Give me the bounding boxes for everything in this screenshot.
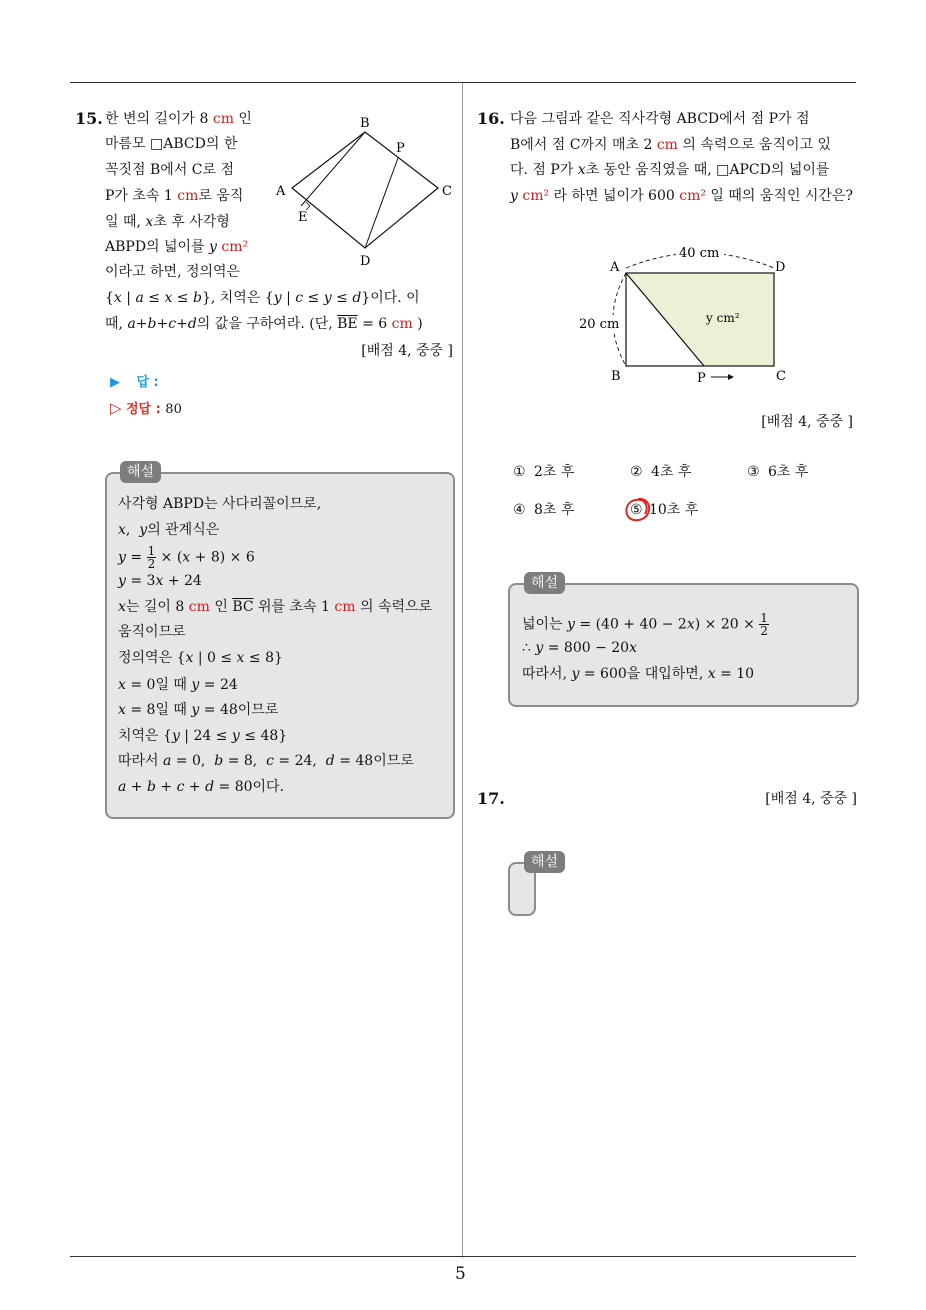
label-B: B	[360, 116, 370, 131]
q15-line-3: 꼭짓점 B에서 C로 점	[105, 162, 235, 178]
segment-BE	[301, 132, 365, 206]
q15-sol-9: x = 8일 때 y = 48이므로	[118, 702, 279, 718]
q15-sol-8: x = 0일 때 y = 24	[118, 677, 238, 693]
answer-row	[110, 371, 159, 390]
label-D: D	[775, 260, 786, 275]
shaded-APCD	[626, 273, 774, 366]
q16-line-3: 다. 점 P가 x초 동안 움직였을 때, □APCD의 넓이를	[510, 162, 830, 178]
q16-score: [배점 4, 중중 ]	[761, 414, 853, 430]
q17-number: 17.	[477, 789, 505, 808]
choice-1-text: 2초 후	[534, 464, 575, 480]
q16-number: 16.	[477, 109, 505, 128]
page-number: 5	[455, 1264, 466, 1284]
top-rule	[70, 82, 856, 83]
choice-4-text: 8초 후	[534, 502, 575, 518]
choice-5-text: 10초 후	[649, 502, 699, 518]
q15-line-8: {x | a ≤ x ≤ b}, 치역은 {y | c ≤ y ≤ d}이다. 이	[105, 290, 420, 306]
choice-4-mark: ④	[513, 502, 526, 518]
label-20cm: 20 cm	[579, 317, 620, 332]
correct-label: 정답 :	[126, 402, 161, 417]
q15-sol-10: 치역은 {y | 24 ≤ y ≤ 48}	[118, 728, 288, 744]
label-40cm: 40 cm	[679, 246, 720, 261]
q16-sol-3: 따라서, y = 600을 대입하면, x = 10	[522, 666, 755, 682]
correct-value: 80	[165, 402, 182, 417]
rhombus-outline	[292, 132, 438, 248]
choice-2-text: 4초 후	[651, 464, 692, 480]
q15-sol-5: x는 길이 8 cm 인 $\overline{BC}$ 위를 초속 1 cm 의 속력으로	[118, 599, 433, 615]
triangle-icon: ▶	[110, 375, 120, 390]
q15-line-5: 일 때, x초 후 사각형	[105, 214, 230, 230]
q15-solution-tag: 해설	[120, 461, 161, 483]
q15-sol-4: y = 3x + 24	[118, 573, 202, 589]
q15-line-4: P가 초속 1 cm로 움직	[105, 188, 244, 204]
q16-rectangle-figure	[570, 240, 810, 390]
q15-line-2: 마름모 □ABCD의 한	[105, 136, 238, 152]
label-A: A	[610, 260, 620, 275]
choice-4[interactable]	[513, 500, 574, 520]
q16-sol-2: ∴ y = 800 − 20x	[522, 640, 637, 656]
choice-3-text: 6초 후	[768, 464, 809, 480]
choice-1-mark: ①	[513, 464, 526, 480]
q15-sol-3: y = $\frac{1}{2}$ × (x + 8) × 6	[118, 544, 255, 571]
choice-2-mark: ②	[630, 464, 643, 480]
q15-number: 15.	[75, 109, 103, 128]
label-P: P	[697, 371, 706, 386]
choice-5-mark: ⑤	[630, 502, 643, 518]
arrow-head-icon	[728, 374, 734, 380]
q16-sol-1: 넓이는 y = (40 + 40 − 2x) × 20 × $\frac{1}{2}$	[522, 611, 768, 638]
label-E: E	[298, 210, 308, 225]
q16-line-1: 다음 그림과 같은 직사각형 ABCD에서 점 P가 점	[510, 111, 810, 127]
q15-rhombus-figure	[270, 110, 460, 270]
q16-line-4: y cm² 라 하면 넓이가 600 cm² 일 때의 움직인 시간은?	[510, 188, 853, 204]
q15-sol-6: 움직이므로	[118, 624, 186, 640]
label-A: A	[276, 184, 286, 199]
q15-line-6: ABPD의 넓이를 y cm²	[105, 239, 249, 255]
label-C: C	[776, 369, 786, 384]
q17-score: [배점 4, 중중 ]	[765, 791, 857, 807]
q15-sol-7: 정의역은 {x | 0 ≤ x ≤ 8}	[118, 650, 283, 666]
q16-solution-tag: 해설	[524, 572, 565, 594]
q16-line-2: B에서 점 C까지 매초 2 cm 의 속력으로 움직이고 있	[510, 137, 831, 153]
choice-3[interactable]	[747, 462, 808, 482]
q15-line-1: 한 변의 길이가 8 cm 인	[105, 111, 252, 127]
outline-triangle-icon: ▷	[110, 399, 122, 417]
column-divider	[462, 83, 463, 1258]
q17-solution-tag: 해설	[524, 851, 565, 873]
q15-line-7: 이라고 하면, 정의역은	[105, 264, 241, 280]
label-area: y cm²	[706, 311, 740, 325]
label-C: C	[442, 184, 452, 199]
choice-3-mark: ③	[747, 464, 760, 480]
answer-label: 답 :	[136, 375, 159, 390]
choice-1[interactable]	[513, 462, 574, 482]
q15-sol-12: a + b + c + d = 80이다.	[118, 779, 285, 795]
q15-sol-2: x, y의 관계식은	[118, 522, 220, 538]
label-D: D	[360, 254, 371, 269]
label-B: B	[611, 369, 621, 384]
right-angle-mark	[306, 202, 310, 210]
choice-2[interactable]	[630, 462, 691, 482]
q15-sol-1: 사각형 ABPD는 사다리꼴이므로,	[118, 496, 322, 512]
bottom-rule	[70, 1256, 856, 1257]
selected-circle-icon	[623, 496, 653, 524]
q15-sol-11: 따라서 a = 0, b = 8, c = 24, d = 48이므로	[118, 753, 414, 769]
label-P: P	[396, 141, 405, 156]
correct-answer-row	[110, 398, 182, 417]
q15-score: [배점 4, 중중 ]	[361, 343, 453, 359]
q15-line-9: 때, a+b+c+d의 값을 구하여라. (단, $\overline{BE} = 6$ cm )	[105, 316, 423, 332]
